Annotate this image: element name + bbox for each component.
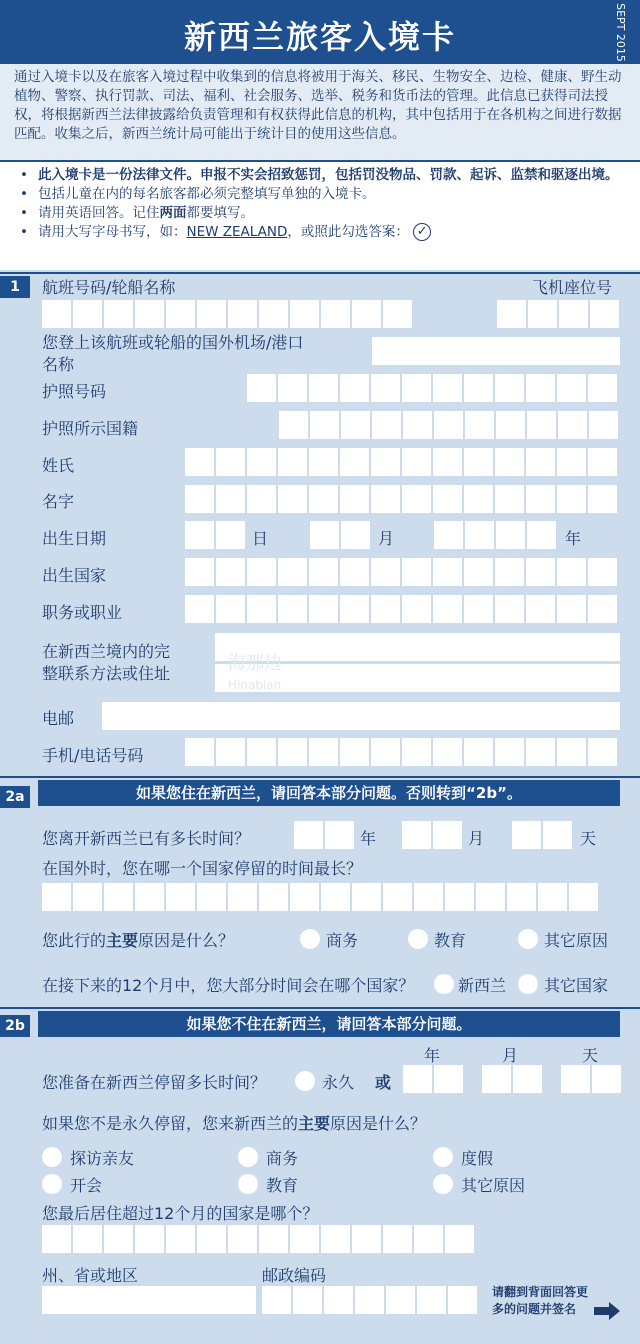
char-cell[interactable] — [340, 558, 369, 586]
char-cell[interactable] — [371, 374, 400, 402]
visit-conference-radio[interactable] — [42, 1174, 62, 1194]
char-cell[interactable] — [279, 411, 308, 439]
char-cell[interactable] — [185, 521, 214, 549]
char-cell[interactable] — [340, 595, 369, 623]
section-2a-number: 2a — [0, 786, 30, 808]
char-cell[interactable] — [341, 521, 370, 549]
char-cell[interactable] — [402, 558, 431, 586]
char-cell[interactable] — [278, 485, 307, 513]
char-cell[interactable] — [557, 374, 586, 402]
last-country-label: 您最后居住超过12个月的国家是哪个？ — [42, 1204, 319, 1223]
char-cell[interactable] — [104, 300, 133, 328]
visit-holiday-label: 度假 — [461, 1149, 494, 1168]
char-cell[interactable] — [185, 738, 214, 766]
char-cell[interactable] — [352, 883, 381, 911]
char-cell[interactable] — [371, 595, 400, 623]
char-cell[interactable] — [496, 411, 525, 439]
visit-education-radio[interactable] — [238, 1174, 258, 1194]
char-cell[interactable] — [228, 300, 257, 328]
or-label: 或 — [375, 1073, 392, 1092]
next12-other-label: 其它国家 — [544, 976, 609, 995]
char-cell[interactable] — [464, 485, 493, 513]
reason-business-radio[interactable] — [300, 929, 320, 949]
reason-education-radio[interactable] — [408, 929, 428, 949]
char-cell[interactable] — [417, 1286, 446, 1314]
char-cell[interactable] — [309, 595, 338, 623]
char-cell[interactable] — [321, 300, 350, 328]
check-icon: ✓ — [413, 223, 431, 241]
nationality-label: 护照所示国籍 — [42, 419, 139, 438]
port-input[interactable] — [372, 337, 620, 365]
char-cell[interactable] — [433, 374, 462, 402]
char-cell[interactable] — [290, 300, 319, 328]
char-cell[interactable] — [352, 300, 381, 328]
char-cell[interactable] — [402, 821, 431, 849]
char-cell[interactable] — [197, 883, 226, 911]
char-cell[interactable] — [185, 448, 214, 476]
visit-friends-label: 探访亲友 — [70, 1149, 135, 1168]
char-cell[interactable] — [507, 883, 536, 911]
char-cell[interactable] — [496, 521, 525, 549]
char-cell[interactable] — [464, 738, 493, 766]
char-cell[interactable] — [527, 411, 556, 439]
section-2b-heading: 如果您不住在新西兰，请回答本部分问题。 — [38, 1011, 620, 1037]
char-cell[interactable] — [135, 300, 164, 328]
instruction-english: • 请用英语回答。记住两面都要填写。 — [18, 204, 626, 223]
next12-other-radio[interactable] — [518, 974, 538, 994]
port-label: 您登上该航班或轮船的国外机场/港口 名称 — [42, 333, 304, 374]
char-cell[interactable] — [465, 521, 494, 549]
next12-nz-radio[interactable] — [434, 974, 454, 994]
char-cell[interactable] — [135, 1225, 164, 1253]
char-cell[interactable] — [403, 411, 432, 439]
edition-label: SEPT 2015 — [614, 3, 628, 62]
char-cell[interactable] — [259, 300, 288, 328]
char-cell[interactable] — [445, 883, 474, 911]
next12-nz-label: 新西兰 — [458, 976, 507, 995]
char-cell[interactable] — [402, 485, 431, 513]
char-cell[interactable] — [247, 485, 276, 513]
char-cell[interactable] — [512, 821, 541, 849]
char-cell[interactable] — [310, 411, 339, 439]
char-cell[interactable] — [543, 821, 572, 849]
state-input[interactable] — [42, 1286, 256, 1314]
visit-business-label: 商务 — [266, 1149, 299, 1168]
char-cell[interactable] — [513, 1065, 542, 1093]
char-cell[interactable] — [403, 1065, 432, 1093]
char-cell[interactable] — [216, 558, 245, 586]
char-cell[interactable] — [324, 1286, 353, 1314]
char-cell[interactable] — [495, 374, 524, 402]
char-cell[interactable] — [495, 448, 524, 476]
stay-permanent-radio[interactable] — [295, 1071, 315, 1091]
arrow-right-icon — [594, 1302, 620, 1320]
dob-year-unit: 年 — [565, 529, 582, 548]
char-cell[interactable] — [383, 1225, 412, 1253]
char-cell[interactable] — [73, 883, 102, 911]
char-cell[interactable] — [73, 300, 102, 328]
char-cell[interactable] — [465, 411, 494, 439]
char-cell[interactable] — [309, 485, 338, 513]
char-cell[interactable] — [433, 558, 462, 586]
away-month-unit: 月 — [468, 829, 485, 848]
char-cell[interactable] — [73, 1225, 102, 1253]
passport-label: 护照号码 — [42, 382, 107, 401]
char-cell[interactable] — [414, 1225, 443, 1253]
char-cell[interactable] — [526, 485, 555, 513]
char-cell[interactable] — [386, 1286, 415, 1314]
char-cell[interactable] — [557, 738, 586, 766]
reason-business-label: 商务 — [326, 931, 359, 950]
char-cell[interactable] — [166, 883, 195, 911]
char-cell[interactable] — [104, 1225, 133, 1253]
char-cell[interactable] — [482, 1065, 511, 1093]
char-cell[interactable] — [321, 1225, 350, 1253]
char-cell[interactable] — [569, 883, 598, 911]
char-cell[interactable] — [526, 595, 555, 623]
char-cell[interactable] — [278, 448, 307, 476]
section-1-line — [0, 272, 640, 274]
char-cell[interactable] — [464, 374, 493, 402]
visit-conference-label: 开会 — [70, 1176, 103, 1195]
char-cell[interactable] — [216, 738, 245, 766]
reason-other-radio[interactable] — [518, 929, 538, 949]
char-cell[interactable] — [290, 1225, 319, 1253]
char-cell[interactable] — [372, 411, 401, 439]
instructions — [0, 162, 640, 270]
char-cell[interactable] — [247, 595, 276, 623]
char-cell[interactable] — [476, 883, 505, 911]
char-cell[interactable] — [355, 1286, 384, 1314]
visit-business-radio[interactable] — [238, 1147, 258, 1167]
char-cell[interactable] — [445, 1225, 474, 1253]
visit-education-label: 教育 — [266, 1176, 299, 1195]
visit-reason-label: 如果您不是永久停留，您来新西兰的主要原因是什么？ — [42, 1114, 427, 1133]
char-cell[interactable] — [185, 558, 214, 586]
char-cell[interactable] — [528, 300, 557, 328]
section-2a-line — [0, 776, 640, 778]
char-cell[interactable] — [464, 448, 493, 476]
char-cell[interactable] — [434, 411, 463, 439]
reason-other-label: 其它原因 — [544, 931, 609, 950]
visit-holiday-radio[interactable] — [433, 1147, 453, 1167]
char-cell[interactable] — [402, 738, 431, 766]
char-cell[interactable] — [166, 300, 195, 328]
given-name-label: 名字 — [42, 492, 75, 511]
char-cell[interactable] — [371, 738, 400, 766]
char-cell[interactable] — [526, 558, 555, 586]
char-cell[interactable] — [341, 411, 370, 439]
char-cell[interactable] — [293, 1286, 322, 1314]
char-cell[interactable] — [278, 558, 307, 586]
char-cell[interactable] — [352, 1225, 381, 1253]
char-cell[interactable] — [166, 1225, 195, 1253]
watermark: 海那边 Hinabian — [228, 653, 282, 692]
char-cell[interactable] — [216, 448, 245, 476]
char-cell[interactable] — [42, 883, 71, 911]
stay-day-unit: 天 — [582, 1046, 599, 1065]
char-cell[interactable] — [309, 448, 338, 476]
char-cell[interactable] — [497, 300, 526, 328]
section-2b-line — [0, 1007, 640, 1009]
visit-other-label: 其它原因 — [461, 1176, 526, 1195]
char-cell[interactable] — [135, 883, 164, 911]
seat-label: 飞机座位号 — [532, 278, 613, 297]
char-cell[interactable] — [527, 521, 556, 549]
email-input[interactable] — [102, 702, 620, 730]
char-cell[interactable] — [247, 374, 276, 402]
longest-country-label: 在国外时，您在哪一个国家停留的时间最长？ — [42, 859, 363, 878]
address-label: 在新西兰境内的完 整联系方法或住址 — [42, 642, 171, 683]
char-cell[interactable] — [216, 485, 245, 513]
birth-country-label: 出生国家 — [42, 566, 107, 585]
char-cell[interactable] — [290, 883, 319, 911]
char-cell[interactable] — [278, 374, 307, 402]
char-cell[interactable] — [402, 595, 431, 623]
char-cell[interactable] — [247, 558, 276, 586]
char-cell[interactable] — [557, 558, 586, 586]
char-cell[interactable] — [294, 821, 323, 849]
char-cell[interactable] — [448, 1286, 477, 1314]
char-cell[interactable] — [371, 485, 400, 513]
char-cell[interactable] — [309, 558, 338, 586]
char-cell[interactable] — [433, 821, 462, 849]
away-label: 您离开新西兰已有多长时间？ — [42, 829, 251, 848]
char-cell[interactable] — [433, 485, 462, 513]
section-2a-heading: 如果您住在新西兰，请回答本部分问题。否则转到“2b”。 — [38, 780, 620, 806]
phone-label: 手机/电话号码 — [42, 746, 144, 765]
away-day-unit: 天 — [580, 829, 597, 848]
char-cell[interactable] — [526, 374, 555, 402]
char-cell[interactable] — [383, 300, 412, 328]
turn-over-note: 请翻到背面回答更 多的问题并签名 — [492, 1285, 589, 1316]
char-cell[interactable] — [495, 738, 524, 766]
char-cell[interactable] — [228, 1225, 257, 1253]
instruction-legal: • 此入境卡是一份法律文件。申报不实会招致惩罚，包括罚没物品、罚款、起诉、监禁和驱逐出境。 — [18, 166, 626, 185]
char-cell[interactable] — [197, 300, 226, 328]
char-cell[interactable] — [278, 595, 307, 623]
char-cell[interactable] — [259, 883, 288, 911]
char-cell[interactable] — [433, 738, 462, 766]
char-cell[interactable] — [589, 411, 618, 439]
next-12-months-label: 在接下来的12个月中，您大部分时间会在哪个国家？ — [42, 976, 415, 995]
char-cell[interactable] — [561, 1065, 590, 1093]
char-cell[interactable] — [325, 821, 354, 849]
char-cell[interactable] — [558, 411, 587, 439]
char-cell[interactable] — [197, 1225, 226, 1253]
char-cell[interactable] — [557, 448, 586, 476]
occupation-label: 职务或职业 — [42, 603, 123, 622]
state-label: 州、省或地区 — [42, 1266, 139, 1285]
char-cell[interactable] — [42, 1225, 71, 1253]
char-cell[interactable] — [402, 448, 431, 476]
stay-label: 您准备在新西兰停留多长时间？ — [42, 1073, 267, 1092]
char-cell[interactable] — [434, 1065, 463, 1093]
char-cell[interactable] — [557, 485, 586, 513]
instruction-each-passenger: • 包括儿童在内的每名旅客都必须完整填写单独的入境卡。 — [18, 185, 626, 204]
char-cell[interactable] — [247, 738, 276, 766]
char-cell[interactable] — [228, 883, 257, 911]
page-title: 新西兰旅客入境卡 — [183, 18, 456, 56]
char-cell[interactable] — [185, 595, 214, 623]
char-cell[interactable] — [588, 374, 617, 402]
char-cell[interactable] — [247, 448, 276, 476]
char-cell[interactable] — [310, 521, 339, 549]
stay-permanent-label: 永久 — [322, 1073, 355, 1092]
char-cell[interactable] — [588, 558, 617, 586]
char-cell[interactable] — [340, 374, 369, 402]
char-cell[interactable] — [588, 738, 617, 766]
char-cell[interactable] — [309, 738, 338, 766]
instruction-capitals: • 请用大写字母书写，如：NEW ZEALAND，或照此勾选答案： ✓ — [18, 223, 626, 242]
char-cell[interactable] — [309, 374, 338, 402]
char-cell[interactable] — [434, 521, 463, 549]
char-cell[interactable] — [321, 883, 350, 911]
stay-year-unit: 年 — [424, 1046, 441, 1065]
header — [0, 0, 640, 64]
char-cell[interactable] — [557, 595, 586, 623]
email-label: 电邮 — [42, 709, 75, 728]
char-cell[interactable] — [216, 595, 245, 623]
char-cell[interactable] — [216, 521, 245, 549]
char-cell[interactable] — [383, 883, 412, 911]
char-cell[interactable] — [340, 485, 369, 513]
char-cell[interactable] — [340, 738, 369, 766]
char-cell[interactable] — [588, 485, 617, 513]
char-cell[interactable] — [414, 883, 443, 911]
char-cell[interactable] — [433, 448, 462, 476]
section-1-number: 1 — [0, 276, 30, 298]
visit-other-radio[interactable] — [433, 1174, 453, 1194]
dob-month-unit: 月 — [378, 529, 395, 548]
char-cell[interactable] — [590, 300, 619, 328]
char-cell[interactable] — [526, 448, 555, 476]
char-cell[interactable] — [559, 300, 588, 328]
char-cell[interactable] — [464, 595, 493, 623]
char-cell[interactable] — [592, 1065, 621, 1093]
char-cell[interactable] — [538, 883, 567, 911]
dob-day-unit: 日 — [252, 529, 269, 548]
char-cell[interactable] — [278, 738, 307, 766]
char-cell[interactable] — [495, 558, 524, 586]
char-cell[interactable] — [433, 595, 462, 623]
dob-label: 出生日期 — [42, 529, 107, 548]
char-cell[interactable] — [588, 448, 617, 476]
surname-label: 姓氏 — [42, 456, 75, 475]
section-2b-number: 2b — [0, 1015, 30, 1037]
char-cell[interactable] — [371, 558, 400, 586]
char-cell[interactable] — [495, 485, 524, 513]
char-cell[interactable] — [464, 558, 493, 586]
reason-education-label: 教育 — [434, 931, 467, 950]
away-year-unit: 年 — [360, 829, 377, 848]
char-cell[interactable] — [104, 883, 133, 911]
char-cell[interactable] — [588, 595, 617, 623]
postcode-label: 邮政编码 — [262, 1266, 327, 1285]
char-cell[interactable] — [262, 1286, 291, 1314]
char-cell[interactable] — [371, 448, 400, 476]
char-cell[interactable] — [185, 485, 214, 513]
char-cell[interactable] — [495, 595, 524, 623]
char-cell[interactable] — [402, 374, 431, 402]
stay-month-unit: 月 — [502, 1046, 519, 1065]
char-cell[interactable] — [526, 738, 555, 766]
char-cell[interactable] — [42, 300, 71, 328]
privacy-notice: 通过入境卡以及在旅客入境过程中收集到的信息将被用于海关、移民、生物安全、边检、健康、野生动植物、警察、执行罚款、司法、福利、社会服务、选举、税务和货币法的管理。此信息已获得司法授权，将根据新西兰法律披露给负责管理和有权获得此信息的机构，其中包括用于在各机构之间进行数据匹配。收集之后，新西兰统计局可能出于统计目的使用这些信息。 — [0, 64, 640, 160]
char-cell[interactable] — [340, 448, 369, 476]
flight-label: 航班号码/轮船名称 — [42, 278, 176, 297]
visit-friends-radio[interactable] — [42, 1147, 62, 1167]
trip-reason-label: 您此行的主要原因是什么？ — [42, 931, 235, 950]
char-cell[interactable] — [259, 1225, 288, 1253]
